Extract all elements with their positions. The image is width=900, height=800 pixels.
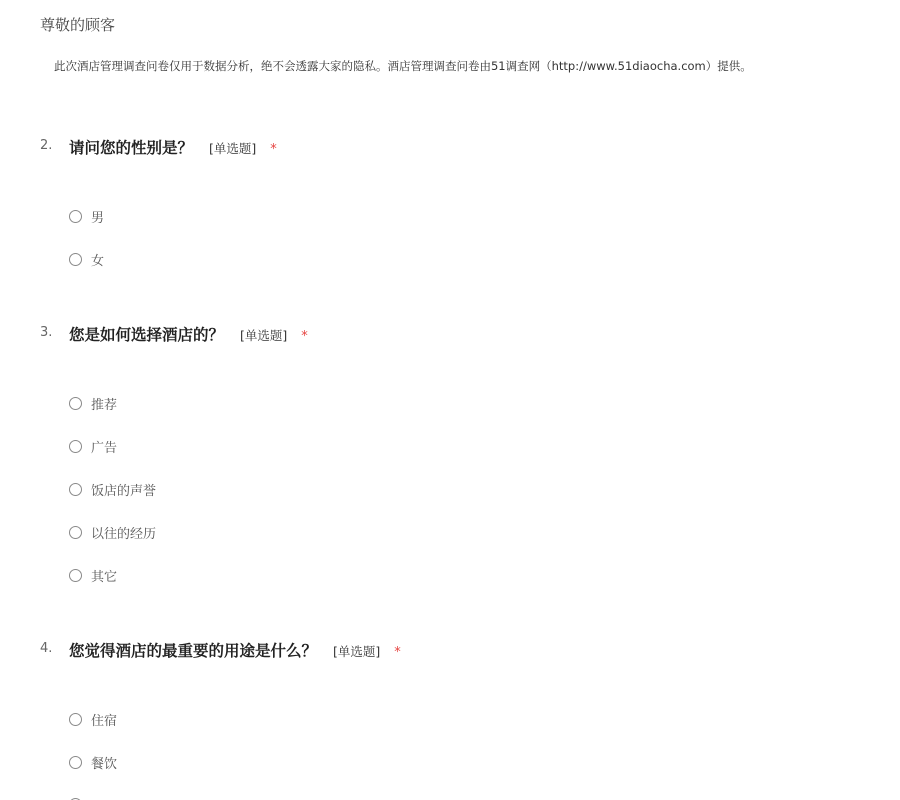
option-accommodation[interactable] [69, 709, 117, 729]
survey-intro-text: 此次酒店管理调查问卷仅用于数据分析，绝不会透露大家的隐私。酒店管理调查问卷由51调查网（http://www.51diaocha.com）提供。 [54, 59, 752, 73]
question-header [0, 639, 900, 663]
option-recommendation[interactable] [69, 393, 117, 413]
question-type-tag: [单选题] [333, 644, 381, 659]
required-mark: * [394, 645, 401, 660]
question-type-tag: [单选题] [209, 141, 257, 156]
option-female[interactable] [69, 249, 104, 269]
radio-button[interactable] [69, 253, 82, 266]
question-title-row [69, 136, 277, 158]
option-label: 以往的经历 [91, 526, 157, 542]
question-title: 您是如何选择酒店的？ [69, 326, 225, 344]
radio-button[interactable] [69, 713, 82, 726]
option-other[interactable] [69, 565, 117, 585]
question-header [0, 323, 900, 347]
option-label: 男 [91, 210, 105, 226]
radio-button[interactable] [69, 397, 82, 410]
question-number: 2. [40, 138, 53, 153]
option-label: 饭店的声誉 [91, 483, 157, 499]
option-label: 广告 [91, 440, 118, 456]
question-header [0, 136, 900, 160]
question-number: 3. [40, 325, 53, 340]
question-title: 您觉得酒店的最重要的用途是什么？ [69, 642, 318, 660]
question-number: 4. [40, 641, 53, 656]
option-label: 女 [91, 253, 105, 269]
question-title-row [69, 639, 401, 661]
radio-button[interactable] [69, 440, 82, 453]
option-label: 推荐 [91, 397, 118, 413]
option-dining[interactable] [69, 752, 117, 772]
option-reputation[interactable] [69, 479, 156, 499]
question-type-tag: [单选题] [240, 328, 288, 343]
option-partial[interactable] [69, 794, 82, 800]
radio-button[interactable] [69, 483, 82, 496]
option-past-experience[interactable] [69, 522, 156, 542]
option-label: 其它 [91, 569, 118, 585]
required-mark: * [270, 142, 277, 157]
greeting-heading: 尊敬的顾客 [40, 16, 116, 34]
radio-button[interactable] [69, 569, 82, 582]
radio-button[interactable] [69, 756, 82, 769]
option-male[interactable] [69, 206, 104, 226]
option-label: 餐饮 [91, 756, 118, 772]
required-mark: * [301, 329, 308, 344]
radio-button[interactable] [69, 526, 82, 539]
option-advertising[interactable] [69, 436, 117, 456]
radio-button[interactable] [69, 210, 82, 223]
question-title-row [69, 323, 308, 345]
option-label: 住宿 [91, 713, 118, 729]
question-title: 请问您的性别是？ [69, 139, 194, 157]
